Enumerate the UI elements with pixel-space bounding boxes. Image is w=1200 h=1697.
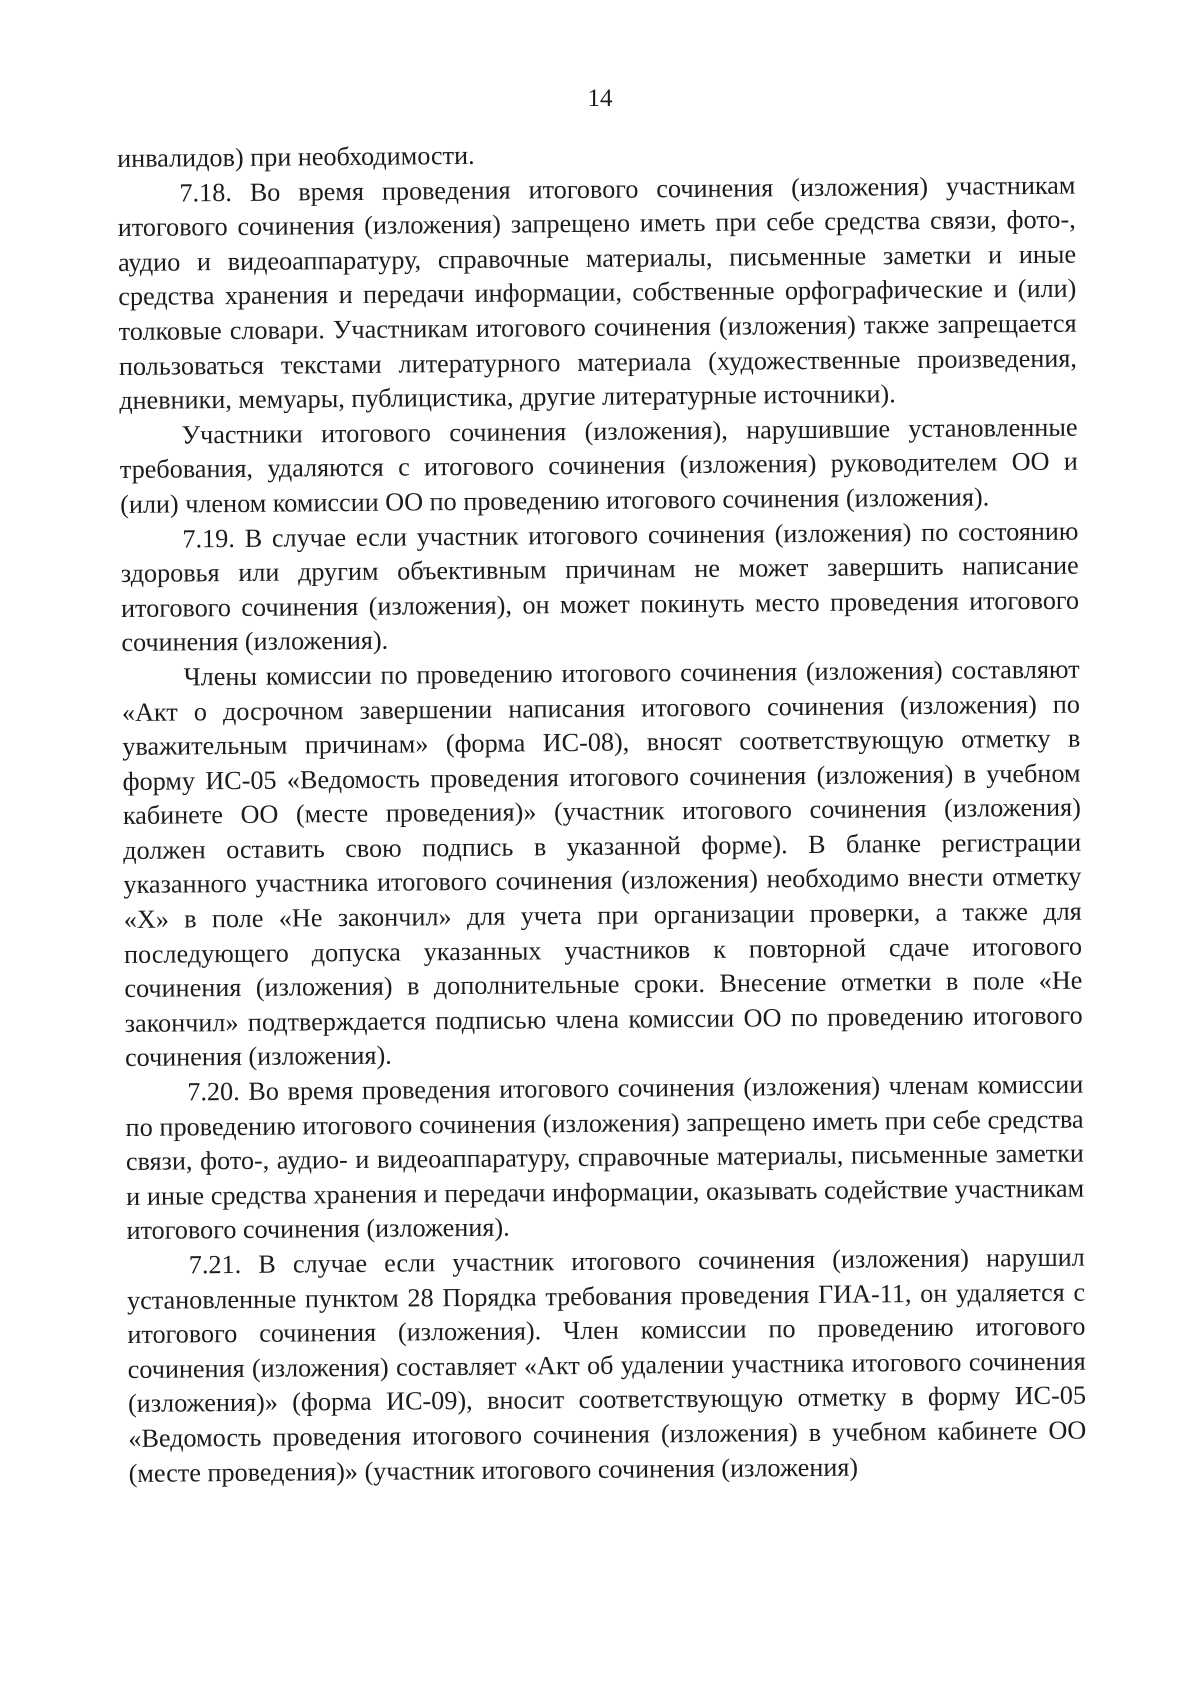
paragraph-7-18: 7.18. Во время проведения итогового сочинения (изложения) участникам итогового сочинения (изложения) запрещено иметь при себе средства связи, фото-, аудио и видеоаппаратуру, справочные материалы, письменные заметки и иные средства хранения и передачи информации, собственные орфографические и (или) толковые словари. Участникам итогового сочинения (изложения) также запрещается пользоваться текстами литературного материала (художественные произведения, дневники, мемуары, публицистика, другие литературные источники). — [117, 170, 1078, 416]
paragraph-7-21: 7.21. В случае если участник итогового сочинения (изложения) нарушил установленные пунктом 28 Порядка требования проведения ГИА-11, он удаляется с итогового сочинения (изложения). Член комиссии по проведению итогового сочинения (изложения) составляет «Акт об удалении участника итогового сочинения (изложения)» (форма ИС-09), вносит соответствующую отметку в форму ИС-05 «Ведомость проведения итогового сочинения (изложения) в учебном кабинете ОО (месте проведения)» (участник итогового сочинения (изложения) — [126, 1242, 1087, 1488]
paragraph-early-completion-act: Члены комиссии по проведению итогового сочинения (изложения) составляют «Акт о досрочном завершении написания итогового сочинения (изложения) по уважительным причинам» (форма ИС-08), вносят соответствующую отметку в форму ИС-05 «Ведомость проведения итогового сочинения (изложения) в учебном кабинете ОО (месте проведения)» (участник итогового сочинения (изложения) должен оставить свою подпись в указанной форме). В бланке регистрации указанного участника итогового сочинения (изложения) необходимо внести отметку «Х» в поле «Не закончил» для учета при организации проверки, а также для последующего допуска указанных участников к повторной сдаче итогового сочинения (изложения) в дополнительные сроки. Внесение отметки в поле «Не закончил» подтверждается подписью члена комиссии ОО по проведению итогового сочинения (изложения). — [121, 654, 1083, 1073]
paragraph-7-19: 7.19. В случае если участник итогового сочинения (изложения) по состоянию здоровья или другим объективным причинам не может завершить написание итогового сочинения (изложения), он может покинуть место проведения итогового сочинения (изложения). — [120, 516, 1080, 658]
page-number: 14 — [587, 85, 613, 112]
paragraph-7-20: 7.20. Во время проведения итогового сочинения (изложения) членам комиссии по проведению итогового сочинения (изложения) запрещено иметь при себе средства связи, фото-, аудио- и видеоаппаратуру, справочные материалы, письменные заметки и иные средства хранения и передачи информации, оказывать содействие участникам итогового сочинения (изложения). — [125, 1069, 1085, 1246]
document-body — [117, 134, 1087, 1491]
paragraph-continuation: инвалидов) при необходимости. — [117, 140, 475, 173]
paragraph-violators-removed: Участники итогового сочинения (изложения), нарушившие установленные требования, удаляются с итогового сочинения (изложения) руководителем ОО и (или) членом комиссии ОО по проведению итогового сочинения (изложения). — [119, 412, 1078, 519]
